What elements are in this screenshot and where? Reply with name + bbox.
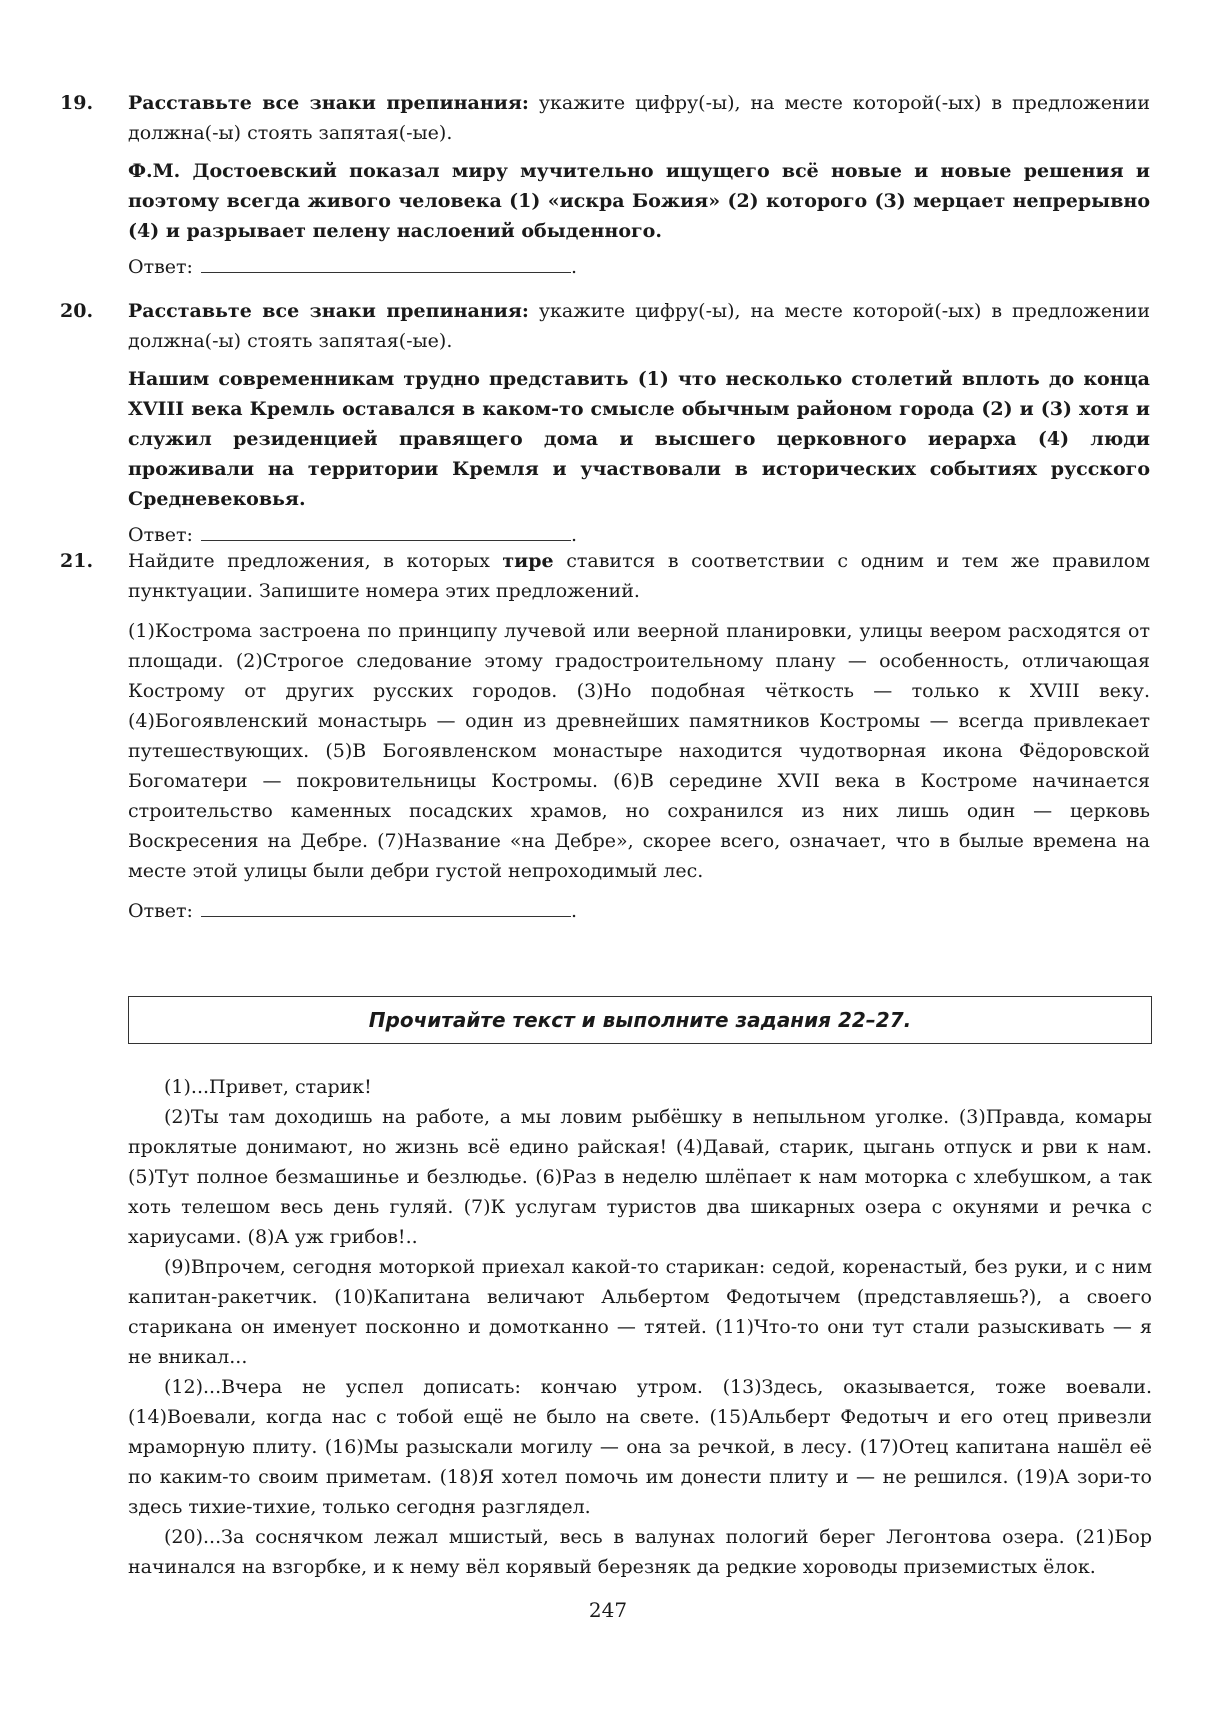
instruction-bold: тире <box>502 550 554 572</box>
task-sentence: Ф.М. Достоевский показал миру мучительно ищущего всё новые и новые решения и поэтому всегда живого человека (1) «искра Божия» (2) которого (3) мерцает непрерывно (4) и разрывает пелену наслоений обыденного. <box>128 160 1150 242</box>
reading-paragraph: (20)...За соснячком лежал мшистый, весь в валунах пологий берег Легонтова озера. (21)Бор начинался на взгорбке, и к нему вёл корявый березняк да редкие хороводы приземистых ёлок. <box>128 1526 1152 1578</box>
answer-label: Ответ: <box>128 256 193 278</box>
answer-end: . <box>570 524 577 546</box>
reading-paragraph: (1)...Привет, старик! <box>164 1076 372 1098</box>
instruction-text: укажите цифру(-ы), на месте которой(-ых) в предложении должна(-ы) стоять запятая(-ые). <box>128 300 1150 352</box>
reading-text <box>128 1072 1152 1582</box>
instruction-text: ставится в соответствии с одним и тем же правилом пунктуации. Запишите номера этих предложений. <box>128 550 1150 602</box>
instruction-text: укажите цифру(-ы), на месте которой(-ых) в предложении должна(-ы) стоять запятая(-ые). <box>128 92 1150 144</box>
instruction-text: Найдите предложения, в которых <box>128 550 503 572</box>
reading-banner: Прочитайте текст и выполните задания 22–27. <box>128 996 1152 1044</box>
instruction-bold: Расставьте все знаки препинания: <box>128 92 529 114</box>
task-instruction <box>128 88 1150 148</box>
task-number: 20. <box>60 300 94 322</box>
task-sentence: Нашим современникам трудно представить (1) что несколько столетий вплоть до конца XVIII века Кремль оставался в каком-то смысле обычным районом города (2) и (3) хотя и служил резиденцией правящего дома и высшего церковного иерарха (4) люди проживали на территории Кремля и участвовали в исторических событиях русского Средневековья. <box>128 368 1150 510</box>
answer-row <box>128 252 1150 282</box>
answer-label: Ответ: <box>128 524 193 546</box>
task-19 <box>60 88 1150 282</box>
task-instruction <box>128 296 1150 356</box>
task-21 <box>60 546 1150 926</box>
task-20 <box>60 296 1150 550</box>
task-text: (1)Кострома застроена по принципу лучевой или веерной планировки, улицы веером расходятся от площади. (2)Строгое следование этому градостроительному плану — особенность, отличающая Кострому от других русских городов. (3)Но подобная чёткость — только к XVIII веку. (4)Богоявленский монастырь — один из древнейших памятников Костромы — всегда привлекает путешествующих. (5)В Богоявленском монастыре находится чудотворная икона Фёдоровской Богоматери — покровительницы Костромы. (6)В середине XVII века в Костроме начинается строительство каменных посадских храмов, но сохранился из них лишь один — церковь Воскресения на Дебре. (7)Название «на Дебре», скорее всего, означает, что в былые времена на месте этой улицы были дебри густой непроходимый лес. <box>128 620 1150 882</box>
task-number: 21. <box>60 550 94 572</box>
answer-end: . <box>570 256 577 278</box>
reading-paragraph: (9)Впрочем, сегодня моторкой приехал какой-то старикан: седой, коренастый, без руки, и с ним капитан-ракетчик. (10)Капитана величают Альбертом Федотычем (представляешь?), а своего старикана он именует посконно и домотканно — тятей. (11)Что-то они тут стали разыскивать — я не вникал... <box>128 1256 1152 1368</box>
page-number: 247 <box>588 1598 628 1622</box>
reading-paragraph: (2)Ты там доходишь на работе, а мы ловим рыбёшку в непыльном уголке. (3)Правда, комары проклятые донимают, но жизнь всё едино райская! (4)Давай, старик, цыгань отпуск и рви к нам. (5)Тут полное безмашинье и безлюдье. (6)Раз в неделю шлёпает к нам моторка с хлебушком, а так хоть телешом весь день гуляй. (7)К услугам туристов два шикарных озера с окунями и речка с хариусами. (8)А уж грибов!.. <box>128 1106 1152 1248</box>
answer-field[interactable] <box>201 520 571 541</box>
task-number: 19. <box>60 92 94 114</box>
answer-field[interactable] <box>201 896 571 917</box>
answer-field[interactable] <box>201 252 571 273</box>
answer-label: Ответ: <box>128 900 193 922</box>
reading-paragraph: (12)...Вчера не успел дописать: кончаю утром. (13)Здесь, оказывается, тоже воевали. (14)Воевали, когда нас с тобой ещё не было на свете. (15)Альберт Федотыч и его отец привезли мраморную плиту. (16)Мы разыскали могилу — она за речкой, в лесу. (17)Отец капитана нашёл её по каким-то своим приметам. (18)Я хотел помочь им донести плиту и — не решился. (19)А зори-то здесь тихие-тихие, только сегодня разглядел. <box>128 1376 1152 1518</box>
instruction-bold: Расставьте все знаки препинания: <box>128 300 529 322</box>
answer-row <box>128 896 1150 926</box>
answer-end: . <box>570 900 577 922</box>
task-instruction <box>128 546 1150 606</box>
